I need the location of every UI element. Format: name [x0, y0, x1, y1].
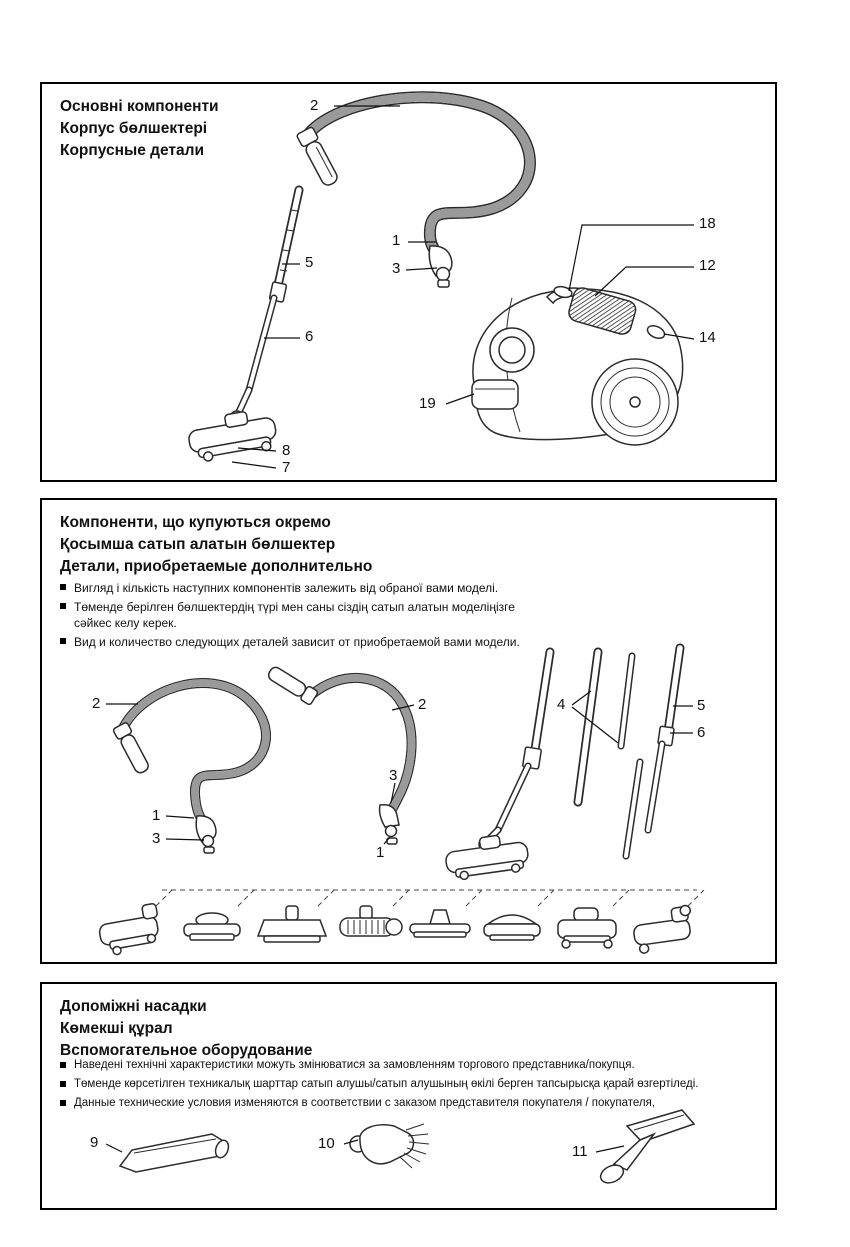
- vacuum-body-drawing: [472, 285, 683, 445]
- note-item: [60, 1058, 760, 1073]
- tube-floor-brush-drawing: [443, 830, 530, 882]
- hose-connector-drawing: [429, 246, 452, 287]
- note-text: Төменде берілген бөлшектердің түрі мен саны сіздің сатып алатын моделіңізге сәйкес келу керек.: [74, 600, 515, 630]
- tubes-drawing: [498, 648, 680, 856]
- callout-tube-pair: 4: [557, 696, 566, 713]
- hose-left-drawing: [113, 683, 266, 853]
- accessory-notes: [60, 1058, 760, 1115]
- callout-hose-left-connector: 3: [152, 830, 161, 847]
- note-item: [60, 1077, 760, 1092]
- note-item: [60, 634, 540, 650]
- callout-dusting-brush: 10: [318, 1135, 335, 1152]
- note-text: Төменде көрсетілген техникалық шарттар сатып алушы/сатып алушының өкілі берген тапсырысқа қарай өзгертіледі.: [74, 1078, 699, 1090]
- floor-brush-variant: [484, 915, 540, 940]
- section-main-titles: [60, 96, 219, 162]
- hose-drawing: [307, 97, 530, 253]
- callout-tube-telescopic: 5: [697, 697, 706, 714]
- note-item: [60, 599, 540, 631]
- floor-brush-variant: [96, 903, 163, 957]
- section-optional-titles: [60, 512, 372, 578]
- floor-brush-variant: [410, 910, 470, 937]
- title-ukrainian: Основні компоненти: [60, 98, 219, 115]
- title-russian: Корпусные детали: [60, 142, 204, 159]
- leader-lines: [106, 691, 693, 844]
- section-auxiliary-accessories: [40, 982, 777, 1210]
- floor-brush-variant: [340, 906, 402, 936]
- callout-brush-neck: 8: [282, 442, 291, 459]
- callout-body-switch: 14: [699, 329, 716, 346]
- note-text: Вид и количество следующих деталей зависит от приобретаемой вами модели.: [74, 635, 520, 649]
- callout-hose-right-connector: 3: [389, 767, 398, 784]
- note-text: Вигляд і кількість наступних компонентів залежить від обраної вами моделі.: [74, 581, 499, 595]
- title-kazakh: Корпус бөлшектері: [60, 120, 208, 137]
- callout-hose: 2: [310, 97, 319, 114]
- callout-tube-upper: 5: [305, 254, 314, 271]
- optional-notes: [60, 580, 540, 653]
- title-kazakh: Қосымша сатып алатын бөлшектер: [60, 536, 336, 553]
- title-russian: Детали, приобретаемые дополнительно: [60, 558, 373, 575]
- telescopic-tube-drawing: [249, 190, 299, 390]
- floor-brush-variant: [184, 913, 240, 940]
- callout-hose-handle: 1: [392, 232, 401, 249]
- floor-brush-variant: [258, 906, 326, 942]
- crevice-tool-drawing: [120, 1134, 231, 1172]
- note-item: [60, 580, 540, 596]
- callout-body-inlet: 18: [699, 215, 716, 232]
- hose-right-drawing: [266, 664, 412, 844]
- callout-upholstery-tool: 11: [572, 1143, 588, 1160]
- callout-hose-connector: 3: [392, 260, 401, 277]
- note-text: Данные технические условия изменяются в соответствии с заказом представителя покупателя / покупателя,: [74, 1097, 655, 1109]
- section-optional-components: [40, 498, 777, 964]
- floor-brush-variant: [631, 905, 695, 954]
- bullet-square-icon: [60, 584, 66, 590]
- callout-hose-left-handle: 1: [152, 807, 161, 824]
- bullet-square-icon: [60, 1062, 66, 1068]
- callout-hose-right: 2: [418, 696, 427, 713]
- title-russian: Вспомогательное оборудование: [60, 1042, 313, 1059]
- callout-brush-body: 7: [282, 459, 291, 476]
- floor-brush-drawing: [186, 390, 279, 464]
- hose-handle-drawing: [296, 126, 340, 187]
- bullet-square-icon: [60, 638, 66, 644]
- section-accessory-titles: [60, 996, 312, 1062]
- callout-body-bumper: 19: [419, 395, 436, 412]
- dusting-brush-drawing: [350, 1124, 429, 1168]
- callout-tube-lower: 6: [305, 328, 314, 345]
- callout-tube-collar: 6: [697, 724, 706, 741]
- callout-body-grille: 12: [699, 257, 716, 274]
- title-kazakh: Көмекші құрал: [60, 1020, 173, 1037]
- section-main-components: [40, 82, 777, 482]
- floor-brush-variant: [558, 908, 616, 948]
- brush-assortment-drawing: [96, 890, 704, 957]
- bullet-square-icon: [60, 1081, 66, 1087]
- title-ukrainian: Допоміжні насадки: [60, 998, 207, 1015]
- callout-crevice-tool: 9: [90, 1134, 99, 1151]
- note-text: Наведені технічні характеристики можуть змінюватися за замовленням торгового представника/покупця.: [74, 1059, 635, 1071]
- title-ukrainian: Компоненти, що купуються окремо: [60, 514, 331, 531]
- note-item: [60, 1096, 760, 1111]
- callout-hose-right-handle: 1: [376, 844, 385, 861]
- bullet-square-icon: [60, 1100, 66, 1106]
- callout-hose-left: 2: [92, 695, 101, 712]
- bullet-square-icon: [60, 603, 66, 609]
